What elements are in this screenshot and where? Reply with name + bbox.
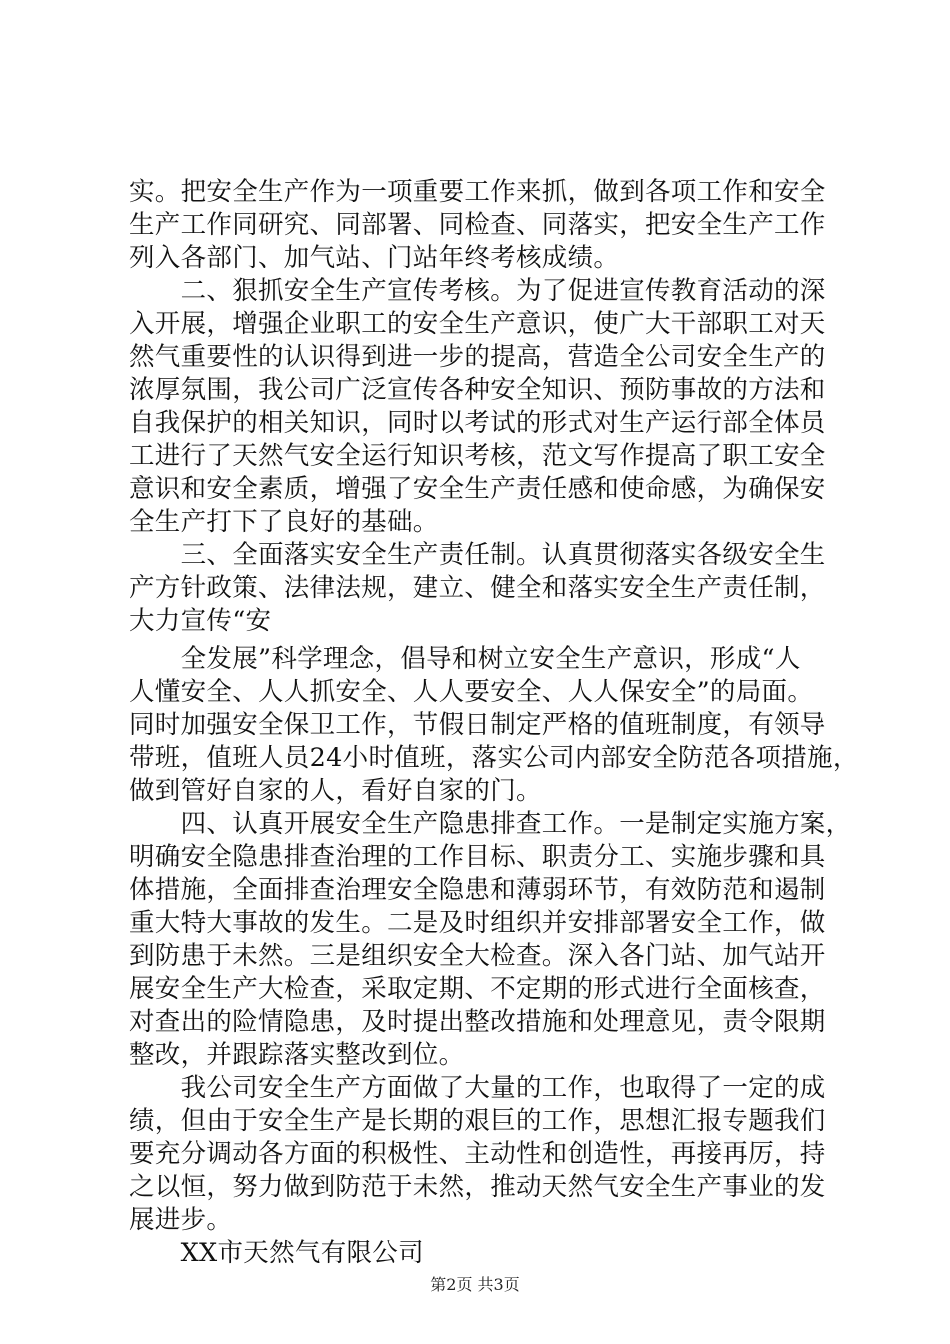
- text-line: 带班，值班人员24小时值班，落实公司内部安全防范各项措施，: [129, 743, 859, 773]
- text-line: 入开展，增强企业职工的安全生产意识，使广大干部职工对天: [129, 309, 826, 339]
- text-line: 二、狠抓安全生产宣传考核。为了促进宣传教育活动的深: [129, 276, 826, 306]
- text-line: 实。把安全生产作为一项重要工作来抓，做到各项工作和安全: [129, 177, 826, 207]
- text-line: 整改，并跟踪落实整改到位。: [129, 1040, 465, 1070]
- text-line: 展进步。: [129, 1205, 233, 1235]
- text-line: 要充分调动各方面的积极性、主动性和创造性，再接再厉，持: [129, 1139, 826, 1169]
- text-line: 绩，但由于安全生产是长期的艰巨的工作，思想汇报专题我们: [129, 1106, 826, 1136]
- text-line: 生产工作同研究、同部署、同检查、同落实，把安全生产工作: [129, 210, 826, 240]
- text-line: 意识和安全素质，增强了安全生产责任感和使命感，为确保安: [129, 474, 826, 504]
- page-number: 第2页 共3页: [430, 1275, 520, 1294]
- text-line: 然气重要性的认识得到进一步的提高，营造全公司安全生产的: [129, 342, 826, 372]
- text-line: 大力宣传“安: [129, 606, 272, 636]
- text-line: 重大特大事故的发生。二是及时组织并安排部署安全工作，做: [129, 908, 826, 938]
- text-line: 四、认真开展安全生产隐患排查工作。一是制定实施方案，: [129, 809, 852, 839]
- text-line: 对查出的险情隐患，及时提出整改措施和处理意见，责令限期: [129, 1007, 826, 1037]
- text-line: 到防患于未然。三是组织安全大检查。深入各门站、加气站开: [129, 941, 826, 971]
- text-line: 产方针政策、法律法规，建立、健全和落实安全生产责任制，: [129, 573, 826, 603]
- text-line: 浓厚氛围，我公司广泛宣传各种安全知识、预防事故的方法和: [129, 375, 826, 405]
- text-line: 自我保护的相关知识，同时以考试的形式对生产运行部全体员: [129, 408, 826, 438]
- text-line: 之以恒，努力做到防范于未然，推动天然气安全生产事业的发: [129, 1172, 826, 1202]
- text-line: 全生产打下了良好的基础。: [129, 507, 439, 537]
- text-line: 展安全生产大检查，采取定期、不定期的形式进行全面核查，: [129, 974, 826, 1004]
- text-line: 工进行了天然气安全运行知识考核，范文写作提高了职工安全: [129, 441, 826, 471]
- signature-line: XX市天然气有限公司: [129, 1238, 424, 1268]
- text-line: 人懂安全、人人抓安全、人人要安全、人人保安全”的局面。: [129, 677, 814, 707]
- text-line: 体措施，全面排查治理安全隐患和薄弱环节，有效防范和遏制: [129, 875, 826, 905]
- text-line: 同时加强安全保卫工作，节假日制定严格的值班制度，有领导: [129, 710, 826, 740]
- text-line: 我公司安全生产方面做了大量的工作，也取得了一定的成: [129, 1073, 826, 1103]
- text-line: 三、全面落实安全生产责任制。认真贯彻落实各级安全生: [129, 540, 826, 570]
- text-line: 做到管好自家的人，看好自家的门。: [129, 776, 542, 806]
- text-line: 全发展”科学理念，倡导和树立安全生产意识，形成“人: [129, 644, 801, 674]
- text-line: 列入各部门、加气站、门站年终考核成绩。: [129, 243, 620, 273]
- text-line: 明确安全隐患排查治理的工作目标、职责分工、实施步骤和具: [129, 842, 826, 872]
